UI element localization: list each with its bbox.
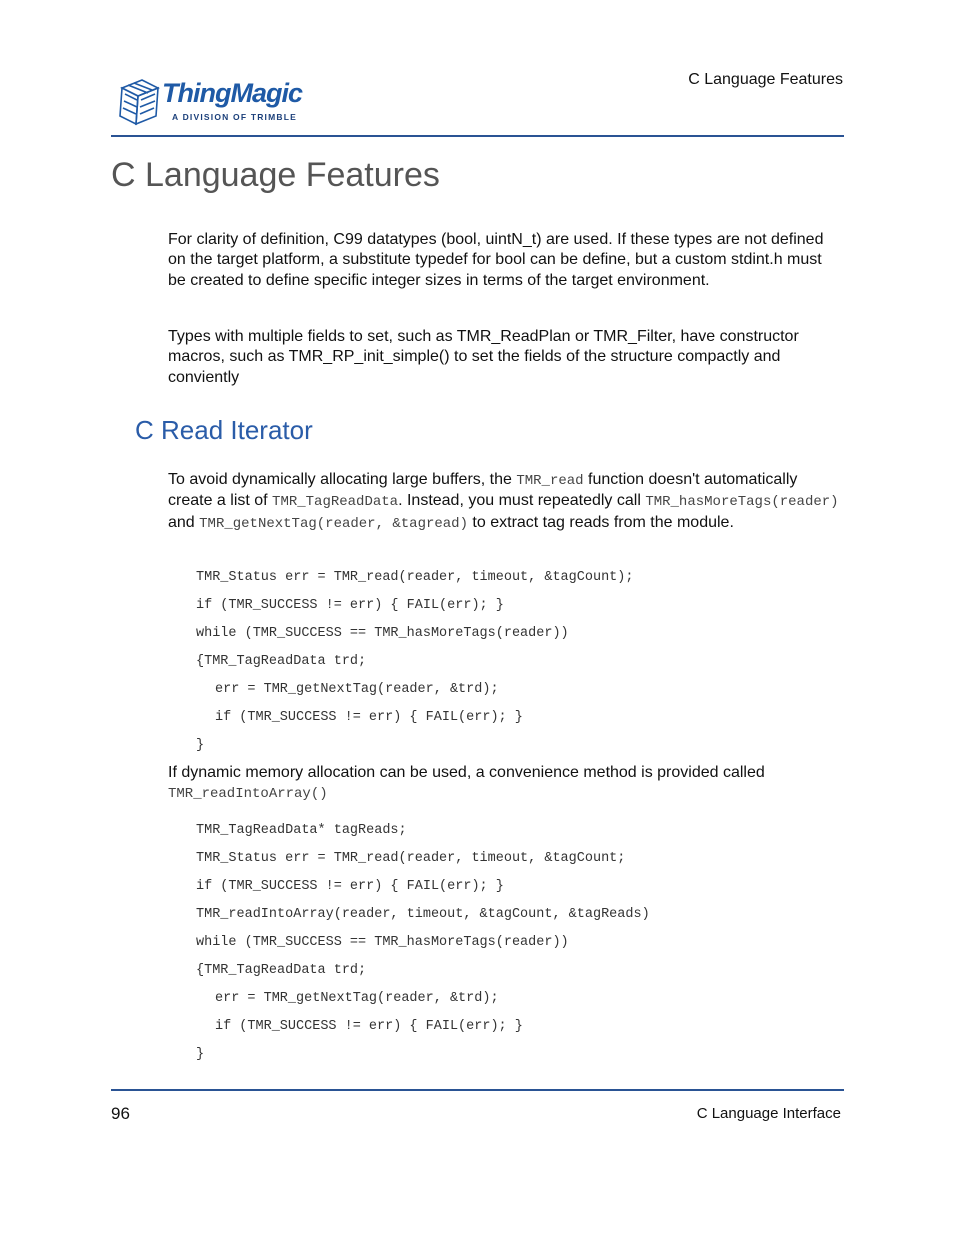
- page-title: C Language Features: [111, 156, 440, 194]
- code-run: TMR_getNextTag(reader, &tagread): [199, 515, 468, 532]
- text-run: . Instead, you must repeatedly call: [398, 492, 646, 510]
- section-heading: C Read Iterator: [135, 415, 313, 445]
- code-line: if (TMR_SUCCESS != err) { FAIL(err); }: [215, 710, 523, 725]
- read-iterator-paragraph: [168, 470, 840, 534]
- read-into-array-paragraph: [168, 763, 840, 805]
- code-line: }: [196, 738, 205, 753]
- code-line: {TMR_TagReadData trd;: [196, 963, 367, 978]
- code-line: TMR_TagReadData* tagReads;: [196, 823, 407, 838]
- text-run: To avoid dynamically allocating large buffers, the: [168, 471, 517, 488]
- code-block-read-into-array: [196, 817, 650, 1069]
- logo-tagline: A DIVISION OF TRIMBLE: [172, 112, 297, 122]
- code-line: err = TMR_getNextTag(reader, &trd);: [215, 682, 499, 697]
- footer-rule: [111, 1089, 844, 1091]
- intro-paragraph-1: For clarity of definition, C99 datatypes (bool, uintN_t) are used. If these types are not defined on the target platform, a substitute typedef for bool can be define, but a custom stdint.h must be created to define specific integer sizes in terms of the target environment.: [168, 231, 824, 289]
- page-number: 96: [111, 1104, 130, 1123]
- code-line: if (TMR_SUCCESS != err) { FAIL(err); }: [196, 879, 504, 894]
- code-line: {TMR_TagReadData trd;: [196, 654, 367, 669]
- code-line: TMR_readIntoArray(reader, timeout, &tagCount, &tagReads): [196, 907, 650, 922]
- code-run: TMR_readIntoArray(): [168, 786, 328, 803]
- code-line: err = TMR_getNextTag(reader, &trd);: [215, 991, 499, 1006]
- code-run: TMR_read: [516, 473, 584, 489]
- text-run: function doesn't automatically create a list of: [168, 471, 798, 510]
- code-line: if (TMR_SUCCESS != err) { FAIL(err); }: [196, 598, 504, 613]
- code-line: TMR_Status err = TMR_read(reader, timeout, &tagCount;: [196, 851, 626, 866]
- code-run: TMR_TagReadData: [272, 494, 399, 511]
- running-head: C Language Features: [688, 71, 843, 88]
- text-run: and: [168, 513, 200, 531]
- code-block-read-iterator: [196, 564, 633, 760]
- header-rule: [111, 135, 844, 137]
- code-line: TMR_Status err = TMR_read(reader, timeout, &tagCount);: [196, 570, 634, 585]
- text-run: to extract tag reads from the module.: [467, 513, 734, 531]
- code-line: while (TMR_SUCCESS == TMR_hasMoreTags(reader)): [196, 626, 569, 641]
- code-line: }: [196, 1047, 205, 1062]
- cube-logo-icon: [114, 74, 162, 130]
- footer-title: C Language Interface: [696, 1105, 841, 1122]
- thingmagic-logo: [114, 72, 314, 132]
- intro-paragraph-2: Types with multiple fields to set, such as TMR_ReadPlan or TMR_Filter, have constructor macros, such as TMR_RP_init_simple() to set the fields of the structure compactly and conviently: [168, 328, 799, 386]
- code-line: while (TMR_SUCCESS == TMR_hasMoreTags(reader)): [196, 935, 569, 950]
- code-line: if (TMR_SUCCESS != err) { FAIL(err); }: [215, 1019, 523, 1034]
- text-run: If dynamic memory allocation can be used, a convenience method is provided called: [168, 764, 765, 781]
- logo-wordmark: ThingMagic: [162, 78, 302, 108]
- code-run: TMR_hasMoreTags(reader): [645, 494, 839, 511]
